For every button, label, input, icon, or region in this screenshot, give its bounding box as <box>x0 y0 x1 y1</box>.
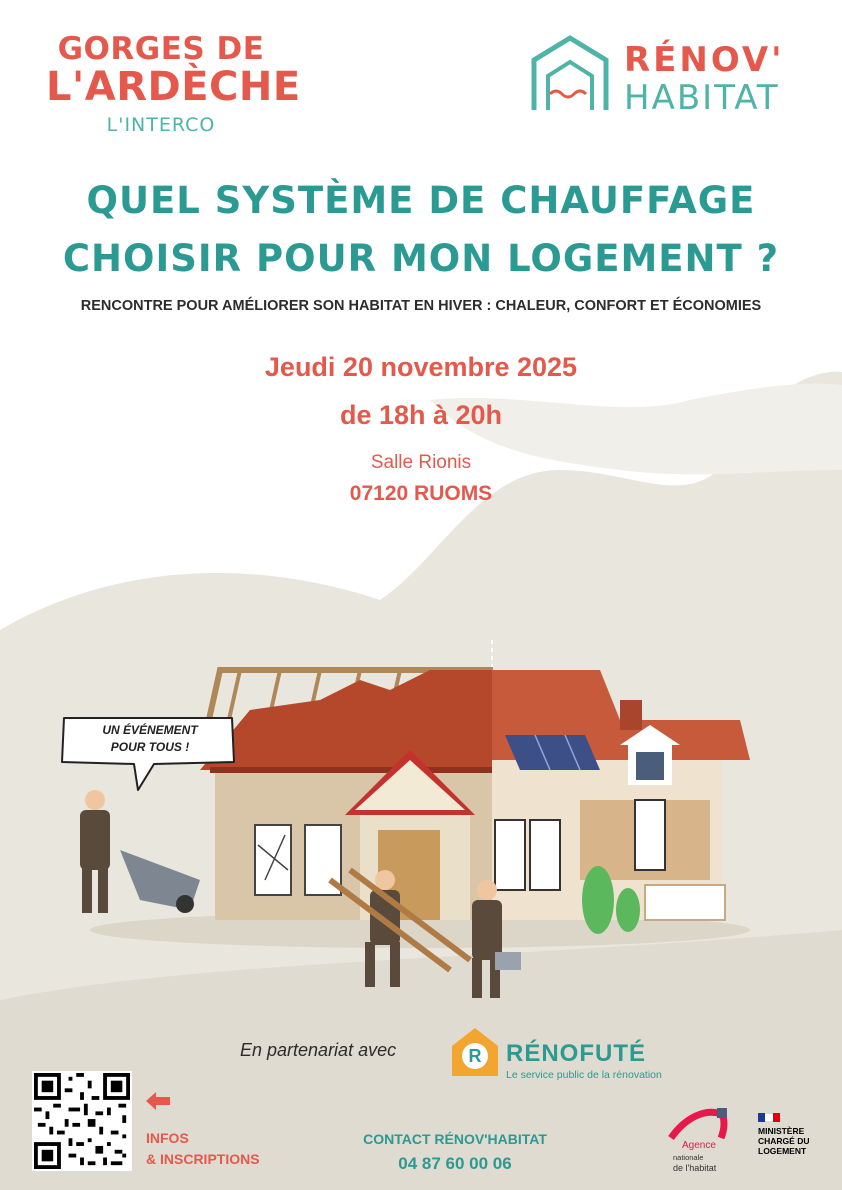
svg-text:R: R <box>468 1046 482 1066</box>
ministry-text <box>758 1126 828 1156</box>
event-city: 07120 RUOMS <box>349 482 493 505</box>
logo-line-1: GORGES DE <box>57 31 265 67</box>
ministry-line-1: MINISTÈRE <box>758 1126 805 1136</box>
french-flag-icon <box>758 1113 780 1122</box>
anah-line-3: de l'habitat <box>673 1163 717 1173</box>
ministry-logo <box>758 1113 828 1156</box>
page-title <box>40 172 802 288</box>
anah-line-2: nationale <box>673 1153 704 1162</box>
qr-code[interactable] <box>32 1071 132 1171</box>
infos-line-2: & INSCRIPTIONS <box>146 1151 260 1167</box>
event-date: Jeudi 20 novembre 2025 <box>264 352 578 382</box>
house-renovation-illustration <box>60 630 760 1010</box>
renov-habitat-logo <box>530 32 800 118</box>
bubble-line-1: UN ÉVÉNEMENT <box>102 723 198 737</box>
renofute-house-icon <box>450 1026 500 1078</box>
event-hours: de 18h à 20h <box>339 400 503 430</box>
event-subtitle: RENCONTRE POUR AMÉLIORER SON HABITAT EN HIVER : CHALEUR, CONFORT ET ÉCONOMIES <box>80 298 762 314</box>
house-icon <box>530 32 610 116</box>
ministry-line-3: LOGEMENT <box>758 1146 807 1156</box>
renov-logo-line-2: HABITAT <box>624 78 780 118</box>
logo-line-2: L'ARDÈCHE <box>46 64 301 110</box>
title-line-1: QUEL SYSTÈME DE CHAUFFAGE <box>86 179 756 222</box>
arrow-left-icon <box>146 1090 170 1112</box>
gorges-ardeche-logo <box>46 31 301 136</box>
logo-line-3: L'INTERCO <box>106 114 216 136</box>
ministry-line-2: CHARGÉ DU <box>758 1136 810 1146</box>
contact-phone[interactable]: 04 87 60 00 06 <box>398 1154 512 1173</box>
anah-line-1: Agence <box>682 1140 716 1151</box>
renov-logo-line-1: RÉNOV' <box>624 40 785 80</box>
infos-line-1: INFOS <box>146 1130 189 1146</box>
title-line-2: CHOISIR POUR MON LOGEMENT ? <box>62 237 780 280</box>
contact-label: CONTACT RÉNOV'HABITAT <box>363 1131 547 1147</box>
speech-bubble-text <box>70 722 230 756</box>
event-venue: Salle Rionis <box>370 452 472 473</box>
bubble-line-2: POUR TOUS ! <box>110 740 190 754</box>
renofute-name: RÉNOFUTÉ <box>506 1040 646 1067</box>
partner-label: En partenariat avec <box>240 1040 397 1060</box>
renofute-tagline: Le service public de la rénovation <box>506 1069 662 1081</box>
infos-inscriptions <box>146 1128 260 1170</box>
